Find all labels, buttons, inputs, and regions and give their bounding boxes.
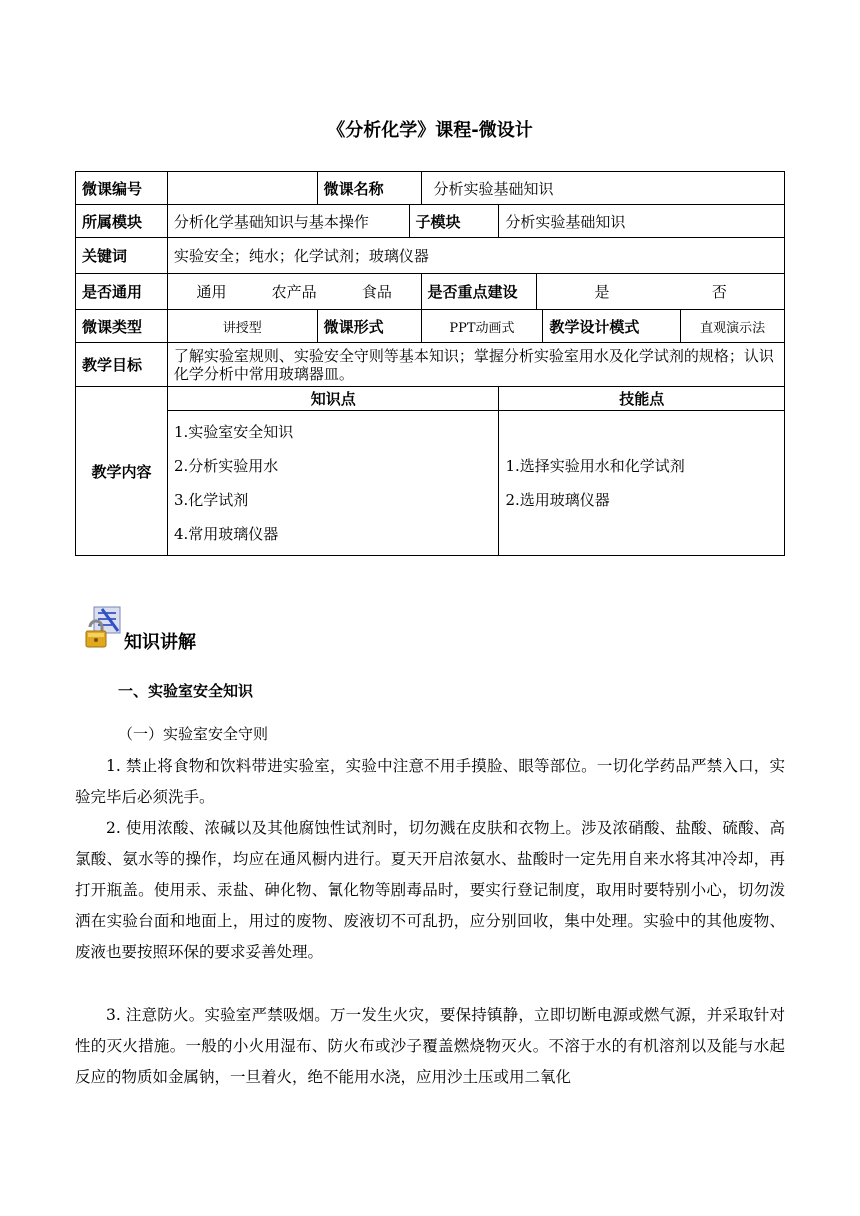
option-food: 食品 [361, 283, 392, 301]
heading-safety-rules: （一）实验室安全守则 [118, 725, 269, 743]
list-item: 2.选用玻璃仪器 [505, 491, 610, 509]
list-item: 3.化学试剂 [174, 491, 249, 509]
label-course-id: 微课编号 [76, 172, 168, 204]
heading-lab-safety: 一、实验室安全知识 [118, 682, 254, 700]
paragraph: 2. 使用浓酸、浓碱以及其他腐蚀性试剂时，切勿溅在皮肤和衣物上。涉及浓硝酸、盐酸、硫酸、高氯酸、氨水等的操作，均应在通风橱内进行。夏天开启浓氨水、盐酸时一定先用自来水将其冲冷却，再打开瓶盖。使用汞、汞盐、砷化物、氰化物等剧毒品时，要实行登记制度，取用时要特别小心，切勿泼洒在实验台面和地面上，用过的废物、废液切不可乱扔，应分别回收，集中处理。实验中的其他废物、废液也要按照环保的要求妥善处理。 [75, 819, 785, 961]
list-item: 1.选择实验用水和化学试剂 [505, 457, 685, 475]
table-row [75, 273, 785, 309]
list-item: 1.实验室安全知识 [174, 423, 294, 441]
lock-icon [80, 605, 124, 649]
table-row [75, 204, 785, 237]
option-yes: 是 [594, 283, 610, 301]
label-key-construction: 是否重点建设 [422, 274, 538, 309]
teaching-content-row [75, 386, 785, 556]
label-teaching-content: 教学内容 [76, 387, 168, 555]
value-course-id [168, 172, 318, 204]
label-module: 所属模块 [76, 205, 168, 237]
paragraph: 3. 注意防火。实验室严禁吸烟。万一发生火灾，要保持镇静，立即切断电源或燃气源，并采取针对性的灭火措施。一般的小火用湿布、防火布或沙子覆盖燃烧物灭火。不溶于水的有机溶剂以及能与水起反应的物质如金属钠，一旦着火，绝不能用水浇，应用沙土压或用二氧化 [75, 1006, 785, 1086]
value-submodule: 分析实验基础知识 [499, 205, 785, 237]
list-item: 4.常用玻璃仪器 [174, 525, 279, 543]
table-row [75, 342, 785, 386]
section-title: 知识讲解 [124, 632, 196, 653]
value-course-type: 讲授型 [168, 310, 318, 342]
label-keywords: 关键词 [76, 238, 168, 273]
value-design-mode: 直观演示法 [681, 310, 785, 342]
content-main [168, 411, 785, 555]
table-row [75, 309, 785, 342]
option-agricultural: 农产品 [271, 283, 317, 301]
header-knowledge: 知识点 [168, 387, 499, 410]
label-course-name: 微课名称 [318, 172, 422, 204]
skills-list [499, 411, 785, 555]
general-options [168, 274, 422, 309]
paragraph: 1. 禁止将食物和饮料带进实验室，实验中注意不用手摸脸、眼等部位。一切化学药品严禁入口，实验完毕后必须洗手。 [75, 757, 785, 806]
option-general: 通用 [196, 283, 227, 301]
course-info-table [75, 171, 785, 556]
label-general: 是否通用 [76, 274, 168, 309]
key-construction-options [537, 274, 785, 309]
list-item: 2.分析实验用水 [174, 457, 279, 475]
table-row [75, 171, 785, 204]
option-no: 否 [711, 283, 727, 301]
value-keywords: 实验安全；纯水；化学试剂；玻璃仪器 [168, 238, 785, 273]
teaching-content-body [168, 387, 785, 555]
value-course-format: PPT动画式 [422, 310, 544, 342]
label-course-format: 微课形式 [318, 310, 422, 342]
value-module: 分析化学基础知识与基本操作 [168, 205, 410, 237]
label-design-mode: 教学设计模式 [543, 310, 681, 342]
document-title: 《分析化学》课程-微设计 [327, 120, 533, 141]
label-course-type: 微课类型 [76, 310, 168, 342]
knowledge-list [168, 411, 499, 555]
header-skills: 技能点 [499, 387, 785, 410]
label-submodule: 子模块 [410, 205, 500, 237]
value-course-name: 分析实验基础知识 [422, 172, 785, 204]
content-header [168, 387, 785, 411]
table-row [75, 237, 785, 273]
value-teaching-goal: 了解实验室规则、实验安全守则等基本知识；掌握分析实验室用水及化学试剂的规格；认识化学分析中常用玻璃器皿。 [168, 343, 785, 386]
label-teaching-goal: 教学目标 [76, 343, 168, 386]
